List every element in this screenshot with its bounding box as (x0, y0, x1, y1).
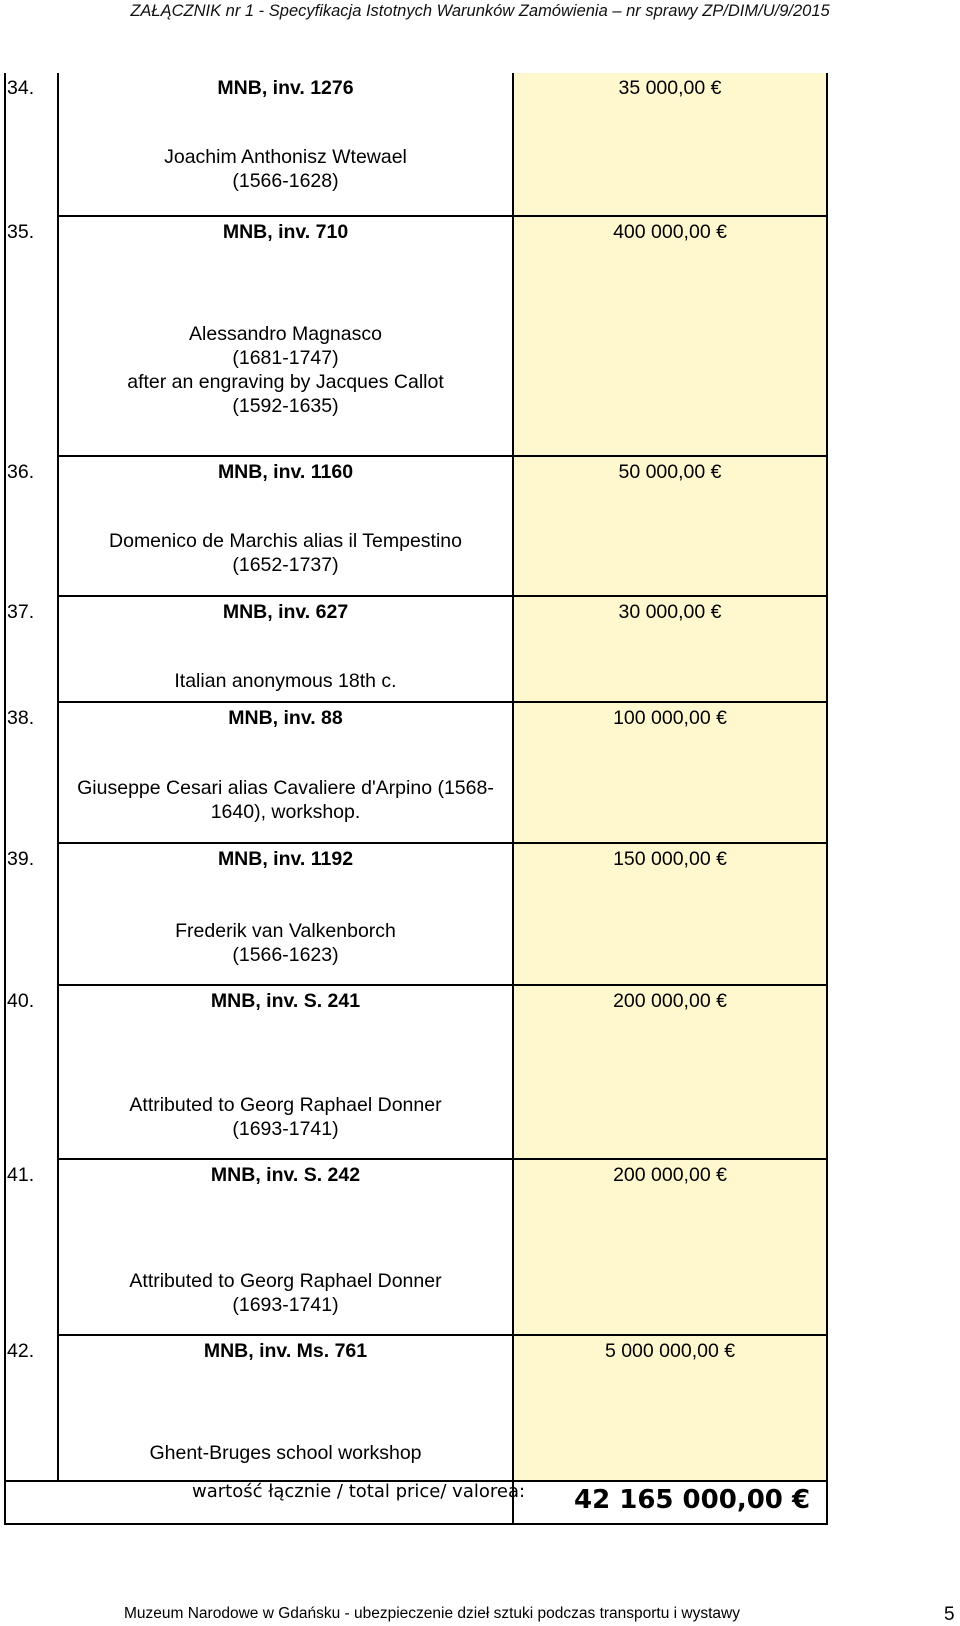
description-line: (1566-1628) (232, 170, 339, 192)
description-line: Attributed to Georg Raphael Donner (129, 1270, 442, 1292)
price-value: 200 000,00 € (613, 1164, 727, 1186)
description-line: Alessandro Magnasco (189, 323, 382, 345)
description-line: Ghent-Bruges school workshop (149, 1442, 422, 1464)
artwork-description (59, 529, 512, 577)
inventory-number: MNB, inv. 1276 (217, 77, 354, 99)
price-value: 30 000,00 € (618, 601, 722, 623)
price-value: 400 000,00 € (613, 221, 727, 243)
artwork-description (59, 669, 512, 693)
description-line: (1566-1623) (232, 944, 339, 966)
table-border-bottom (4, 1523, 828, 1525)
table-border-right (826, 73, 828, 1525)
description-line: Giuseppe Cesari alias Cavaliere d'Arpino (1568- (77, 777, 494, 799)
description-line: Frederik van Valkenborch (175, 920, 396, 942)
inventory-number: MNB, inv. 1192 (217, 848, 354, 870)
row-number: 41. (7, 1164, 35, 1186)
description-line: Italian anonymous 18th c. (174, 670, 397, 692)
artwork-description (59, 145, 512, 193)
description-line: (1693-1741) (232, 1118, 339, 1140)
description-line: Domenico de Marchis alias il Tempestino (109, 530, 462, 552)
inventory-number: MNB, inv. Ms. 761 (203, 1340, 368, 1362)
price-value: 150 000,00 € (613, 848, 727, 870)
description-line: (1652-1737) (232, 554, 339, 576)
description-line: Attributed to Georg Raphael Donner (129, 1094, 442, 1116)
row-number: 40. (7, 990, 35, 1012)
description-line: Joachim Anthonisz Wtewael (164, 146, 407, 168)
row-separator (57, 984, 828, 986)
row-number: 37. (7, 601, 35, 623)
description-line: (1693-1741) (232, 1294, 339, 1316)
price-value: 5 000 000,00 € (604, 1340, 736, 1362)
row-separator (57, 215, 828, 217)
description-line: after an engraving by Jacques Callot (127, 371, 444, 393)
row-separator (57, 595, 828, 597)
inventory-number: MNB, inv. 1160 (217, 461, 354, 483)
row-number: 39. (7, 848, 35, 870)
page-number: 5 (944, 1604, 955, 1625)
description-line: (1592-1635) (232, 395, 339, 417)
price-value: 50 000,00 € (618, 461, 722, 483)
artwork-description (59, 919, 512, 967)
inventory-number: MNB, inv. 710 (222, 221, 349, 243)
row-separator (57, 842, 828, 844)
row-separator (57, 1334, 828, 1336)
inventory-number: MNB, inv. 88 (228, 707, 343, 729)
artwork-description (59, 1093, 512, 1141)
document-footer: Muzeum Narodowe w Gdańsku - ubezpieczenie dzieł sztuki podczas transportu i wystawy (124, 1605, 740, 1622)
artwork-description (59, 1269, 512, 1317)
row-number: 42. (7, 1340, 35, 1362)
artwork-description (59, 322, 512, 418)
price-value: 35 000,00 € (618, 77, 722, 99)
price-value: 200 000,00 € (613, 990, 727, 1012)
total-value: 42 165 000,00 € (574, 1485, 811, 1515)
row-number: 38. (7, 707, 35, 729)
inventory-number: MNB, inv. S. 242 (210, 1164, 361, 1186)
artwork-description (59, 776, 512, 824)
description-line: (1681-1747) (232, 347, 339, 369)
table-border-left (4, 73, 6, 1525)
row-separator (57, 1158, 828, 1160)
price-value: 100 000,00 € (613, 707, 727, 729)
total-label: wartość łącznie / total price/ valorea: (192, 1481, 526, 1502)
price-column-background (514, 73, 827, 1482)
row-number: 34. (7, 77, 35, 99)
column-divider-2 (512, 73, 514, 1525)
row-number: 35. (7, 221, 35, 243)
artwork-description (59, 1441, 512, 1465)
row-separator (57, 701, 828, 703)
inventory-number: MNB, inv. S. 241 (210, 990, 361, 1012)
row-number: 36. (7, 461, 35, 483)
price-table (4, 73, 828, 1525)
description-line: 1640), workshop. (210, 801, 361, 823)
row-separator (57, 455, 828, 457)
inventory-number: MNB, inv. 627 (222, 601, 349, 623)
document-header: ZAŁĄCZNIK nr 1 - Specyfikacja Istotnych Warunków Zamówienia – nr sprawy ZP/DIM/U/9/2015 (130, 2, 830, 20)
